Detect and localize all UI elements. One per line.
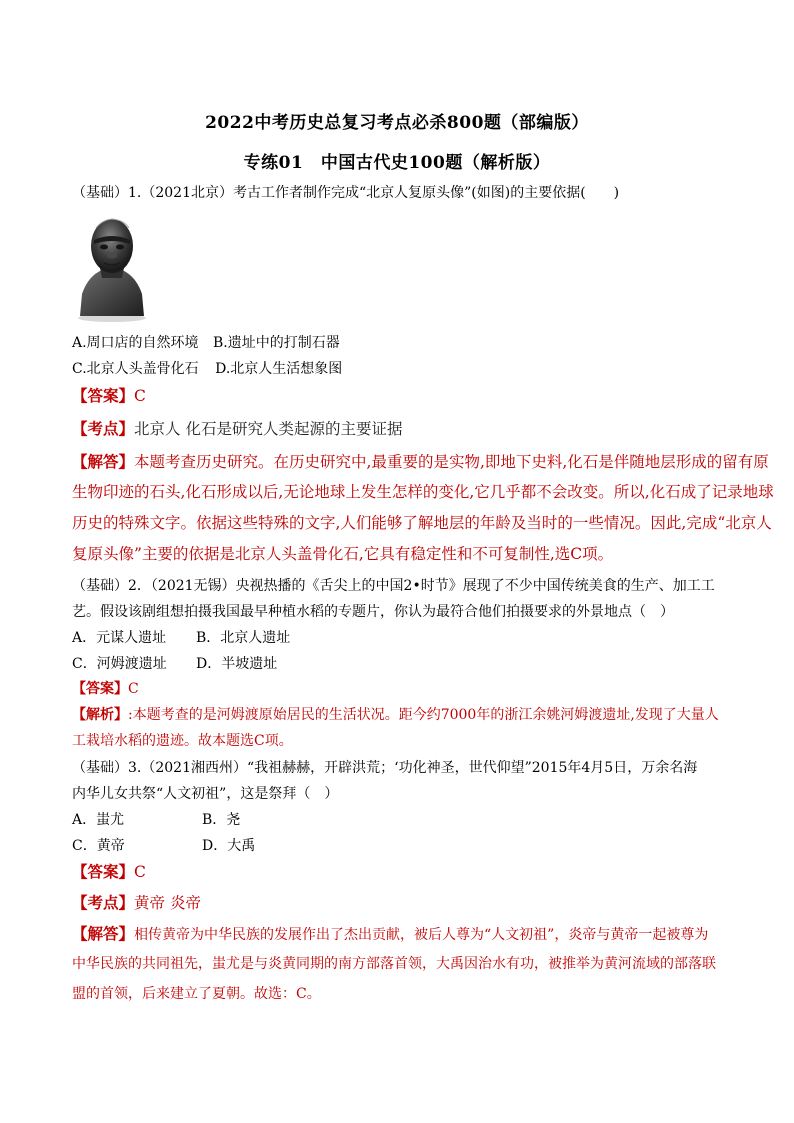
question-1-option-c: C.北京人头盖骨化石 — [72, 361, 199, 377]
question-1-explain-line-3: 历史的特殊文字。依据这些特殊的文字,人们能够了解地层的年龄及当时的一些情况。因此,完成“北京人 — [72, 514, 772, 532]
question-3-answer — [72, 862, 146, 882]
explain-text: :本题考查的是河姆渡原始居民的生活状况。距今约7000年的浙江余姚河姆渡遗址,发现了大量人 — [128, 707, 719, 723]
explain-tag: 【解析】 — [72, 707, 128, 723]
question-2-explain-line-2: 工栽培水稻的遗迹。故本题选C项。 — [72, 733, 293, 749]
question-2-option-b: B．北京人遗址 — [196, 630, 291, 646]
question-1-explain-line-2: 生物印迹的石头,化石形成以后,无论地球上发生怎样的变化,它几乎都不会改变。所以,化石成了记录地球 — [72, 483, 774, 501]
explain-tag: 【解答】 — [72, 452, 135, 471]
explain-text: 本题考查历史研究。在历史研究中,最重要的是实物,即地下史料,化石是伴随地层形成的留有原 — [134, 453, 769, 471]
document-subtitle: 专练01 中国古代史100题（解析版） — [243, 153, 551, 173]
question-3-option-d: D．大禹 — [202, 838, 256, 854]
question-2-option-c: C．河姆渡遗址 — [72, 656, 167, 672]
question-2-explain-line-1 — [72, 706, 719, 724]
question-2-options-row-1 — [72, 629, 290, 647]
peking-man-bust-image — [72, 210, 152, 322]
point-tag: 【考点】 — [72, 419, 135, 438]
point-tag: 【考点】 — [72, 893, 135, 912]
point-value: 黄帝 炎帝 — [134, 894, 201, 912]
answer-tag: 【答案】 — [72, 862, 135, 881]
question-3-option-a: A．蚩尤 — [72, 812, 125, 828]
question-3-options-row-2 — [72, 837, 255, 855]
question-3-options-row-1 — [72, 811, 240, 829]
answer-value: C — [128, 681, 139, 697]
question-2-text-line-1: （基础）2．（2021无锡）央视热播的《舌尖上的中国2•时节》展现了不少中国传统美食的生产、加工工 — [72, 578, 715, 594]
answer-value: C — [134, 387, 146, 405]
answer-value: C — [134, 863, 146, 881]
answer-tag: 【答案】 — [72, 681, 128, 697]
question-1-option-a: A.周口店的自然环境 — [72, 335, 199, 351]
explain-text: 相传黄帝为中华民族的发展作出了杰出贡献，被后人尊为“人文初祖”，炎帝与黄帝一起被尊为 — [134, 927, 709, 943]
question-3-option-c: C．黄帝 — [72, 838, 125, 854]
question-1-answer — [72, 386, 146, 406]
question-1-point — [72, 419, 402, 439]
question-2-answer — [72, 680, 139, 698]
answer-tag: 【答案】 — [72, 386, 135, 405]
question-3-point — [72, 893, 201, 913]
question-2-options-row-2 — [72, 655, 277, 673]
question-1-options-row-2 — [72, 360, 342, 378]
question-2-option-d: D．半坡遗址 — [196, 656, 278, 672]
question-3-explain-line-2: 中华民族的共同祖先，蚩尤是与炎黄同期的南方部落首领，大禹因治水有功，被推举为黄河流域的部落联 — [72, 956, 716, 972]
question-2-option-a: A．元谋人遗址 — [72, 630, 167, 646]
question-3-text-line-2: 内华儿女共祭“人文初祖”，这是祭拜（ ） — [72, 786, 339, 802]
question-2-text-line-2: 艺。假设该剧组想拍摄我国最早种植水稻的专题片，你认为最符合他们拍摄要求的外景地点（ ） — [72, 604, 674, 620]
question-1-text: （基础）1.（2021北京）考古工作者制作完成“北京人复原头像”(如图)的主要依据( ) — [72, 185, 620, 201]
document-title: 2022中考历史总复习考点必杀800题（部编版） — [205, 113, 589, 133]
question-1-explain-line-1 — [72, 452, 769, 472]
question-1-options-row-1 — [72, 334, 340, 352]
question-1-explain-line-4: 复原头像”主要的依据是北京人头盖骨化石,它具有稳定性和不可复制性,选C项。 — [72, 545, 614, 563]
question-3-option-b: B．尧 — [202, 812, 241, 828]
explain-tag: 【解答】 — [72, 924, 135, 943]
question-3-text-line-1: （基础）3.（2021湘西州）“我祖赫赫，开辟洪荒；‘功化神圣，世代仰望”2015年4月5日，万余名海 — [72, 760, 698, 776]
point-value: 北京人 化石是研究人类起源的主要证据 — [134, 420, 403, 438]
question-1-option-b: B.遗址中的打制石器 — [213, 335, 340, 351]
question-3-explain-line-3: 盟的首领，后来建立了夏朝。故选：C。 — [72, 986, 321, 1002]
question-1-option-d: D.北京人生活想象图 — [215, 361, 343, 377]
question-3-explain-line-1 — [72, 925, 708, 944]
